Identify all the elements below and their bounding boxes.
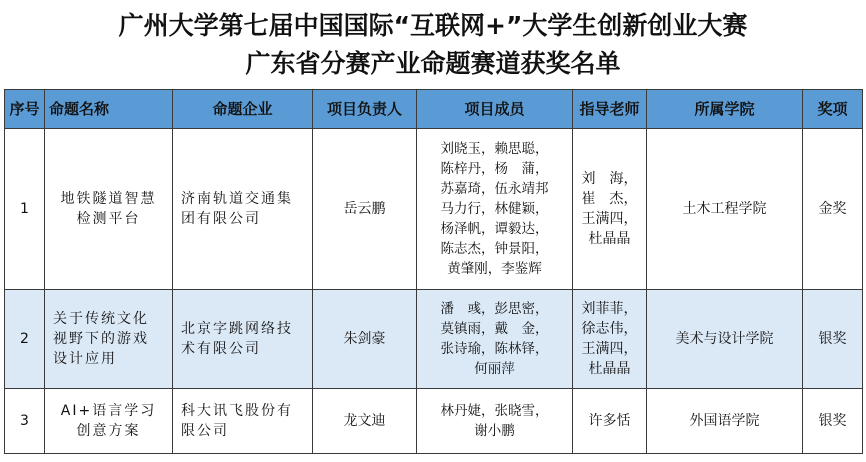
header-award: 奖项 — [803, 90, 863, 129]
header-leader: 项目负责人 — [313, 90, 417, 129]
header-college: 所属学院 — [647, 90, 803, 129]
row-award: 银奖 — [803, 290, 863, 389]
row-company: 济南轨道交通集 团有限公司 — [173, 129, 313, 290]
header-topic: 命题名称 — [45, 90, 173, 129]
row-company: 科大讯飞股份有 限公司 — [173, 389, 313, 454]
row-members: 刘晓玉，赖思聪， 陈梓丹，杨 蒲， 苏嘉琦，伍永靖邦 马力行，林健颖， 杨泽帆，谭毅达， 陈志杰，钟景阳， 黄肇刚，李鉴辉 — [417, 129, 573, 290]
row-award: 银奖 — [803, 389, 863, 454]
row-index: 1 — [5, 129, 45, 290]
title-line-2: 广东省分赛产业命题赛道获奖名单 — [245, 49, 621, 78]
row-advisors: 刘 海， 崔 杰， 王满四， 杜晶晶 — [573, 129, 647, 290]
row-college: 外国语学院 — [647, 389, 803, 454]
header-company: 命题企业 — [173, 90, 313, 129]
row-leader: 龙文迪 — [313, 389, 417, 454]
row-leader: 朱剑豪 — [313, 290, 417, 389]
row-index: 2 — [5, 290, 45, 389]
row-advisors: 刘菲菲， 徐志伟， 王满四， 杜晶晶 — [573, 290, 647, 389]
row-leader: 岳云鹏 — [313, 129, 417, 290]
row-topic: 地铁隧道智慧 检测平台 — [45, 129, 173, 290]
row-topic: 关于传统文化 视野下的游戏 设计应用 — [45, 290, 173, 389]
row-award: 金奖 — [803, 129, 863, 290]
row-college: 美术与设计学院 — [647, 290, 803, 389]
row-members: 潘 彧，彭思密， 莫镇雨，戴 金， 张诗瑜，陈林铎， 何丽萍 — [417, 290, 573, 389]
award-table — [4, 89, 863, 454]
header-index: 序号 — [5, 90, 45, 129]
row-college: 土木工程学院 — [647, 129, 803, 290]
row-advisors: 许多恬 — [573, 389, 647, 454]
header-row — [5, 90, 863, 129]
title-line-1: 广州大学第七届中国国际“互联网+”大学生创新创业大赛 — [118, 11, 748, 40]
row-index: 3 — [5, 389, 45, 454]
table-row — [5, 290, 863, 389]
header-advisors: 指导老师 — [573, 90, 647, 129]
row-members: 林丹婕，张晓雪， 谢小鹏 — [417, 389, 573, 454]
table-row — [5, 129, 863, 290]
table-row — [5, 389, 863, 454]
row-company: 北京字跳网络技 术有限公司 — [173, 290, 313, 389]
row-topic: AI+语言学习 创意方案 — [45, 389, 173, 454]
header-members: 项目成员 — [417, 90, 573, 129]
